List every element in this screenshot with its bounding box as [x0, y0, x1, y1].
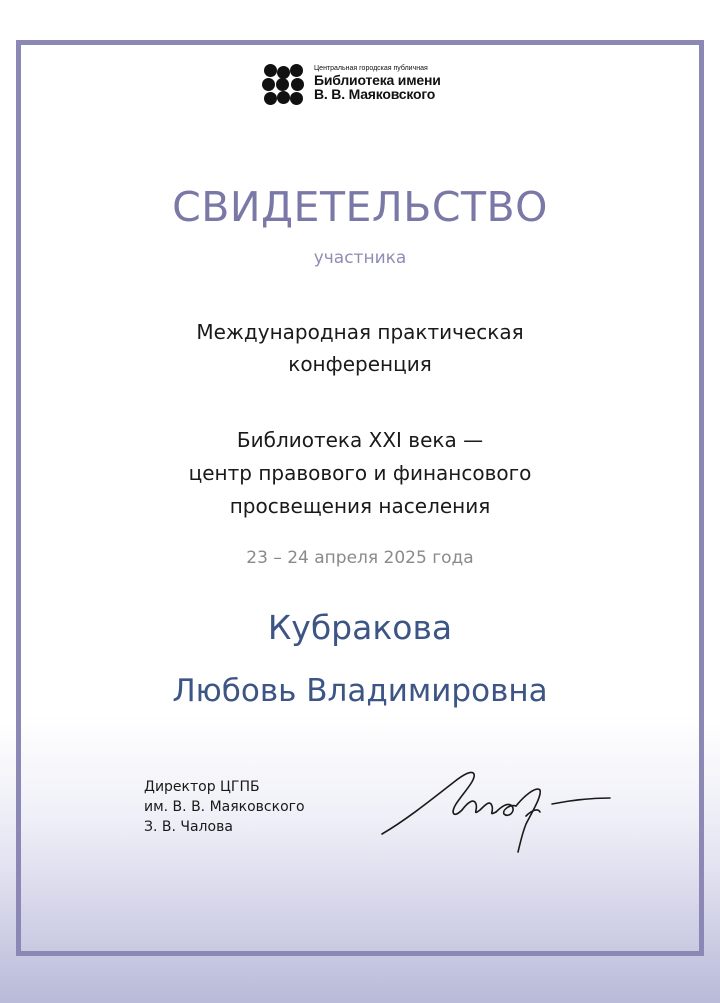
logo-line-2: Библиотека имени: [314, 72, 441, 88]
signatory-organization: им. В. В. Маяковского: [144, 799, 305, 815]
library-logo: [262, 64, 472, 108]
handwritten-signature: [376, 760, 616, 860]
event-line-2: конференция: [288, 352, 432, 376]
signatory-position: Директор ЦГПБ: [144, 779, 260, 795]
event-dates: 23 – 24 апреля 2025 года: [246, 548, 474, 568]
event-topic: [0, 424, 720, 523]
topic-line-1: Библиотека XXI века —: [236, 428, 484, 452]
certificate-title: СВИДЕТЕЛЬСТВО: [172, 183, 548, 231]
certificate-subtitle: участника: [313, 248, 407, 268]
event-line-1: Международная практическая: [196, 320, 524, 344]
topic-line-3: просвещения населения: [229, 494, 491, 518]
participant-surname: Кубракова: [267, 608, 453, 647]
logo-line-3: В. В. Маяковского: [314, 86, 436, 102]
topic-line-2: центр правового и финансового: [188, 461, 532, 485]
signatory-block: [144, 777, 305, 837]
library-logo-icon: [262, 64, 304, 106]
logo-text: [314, 64, 441, 101]
participant-given-names: Любовь Владимировна: [172, 673, 548, 709]
event-name: [0, 316, 720, 380]
signatory-name: З. В. Чалова: [144, 819, 233, 835]
logo-line-1: Центральная городская публичная: [314, 65, 428, 72]
